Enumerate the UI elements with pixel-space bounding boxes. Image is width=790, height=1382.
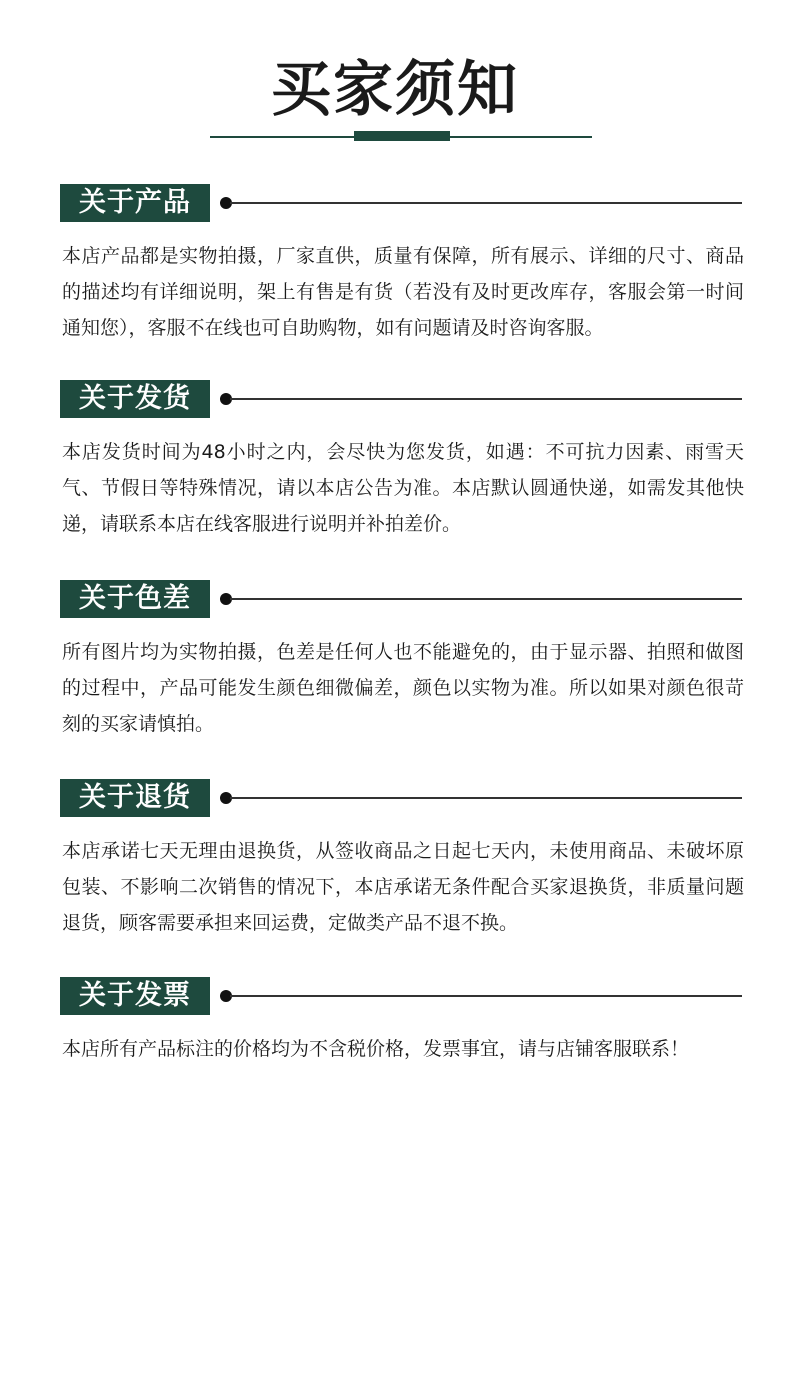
section-tag: 关于发票 — [60, 977, 210, 1015]
page-header — [0, 0, 790, 160]
title-accent-bar — [354, 131, 450, 141]
section-divider — [230, 202, 742, 204]
section-heading — [60, 380, 742, 418]
section-divider — [230, 995, 742, 997]
section-heading — [60, 977, 742, 1015]
section-tag: 关于退货 — [60, 779, 210, 817]
section-divider — [230, 598, 742, 600]
section-text: 所有图片均为实物拍摄，色差是任何人也不能避免的，由于显示器、拍照和做图的过程中，产品可能发生颜色细微偏差，颜色以实物为准。所以如果对颜色很苛刻的买家请慎拍。 — [62, 641, 744, 735]
section-heading — [60, 580, 742, 618]
section-text: 本店产品都是实物拍摄，厂家直供，质量有保障，所有展示、详细的尺寸、商品的描述均有详细说明，架上有售是有货（若没有及时更改库存，客服会第一时间通知您），客服不在线也可自助购物，如有问题请及时咨询客服。 — [62, 245, 744, 339]
section-divider — [230, 398, 742, 400]
section-tag: 关于色差 — [60, 580, 210, 618]
section-text: 本店发货时间为48小时之内，会尽快为您发货，如遇：不可抗力因素、雨雪天气、节假日等特殊情况，请以本店公告为准。本店默认圆通快递，如需发其他快递，请联系本店在线客服进行说明并补拍差价。 — [62, 441, 744, 535]
section-divider — [230, 797, 742, 799]
section-tag: 关于产品 — [60, 184, 210, 222]
page-title: 买家须知 — [271, 55, 519, 125]
section-heading — [60, 779, 742, 817]
section-text: 本店所有产品标注的价格均为不含税价格，发票事宜，请与店铺客服联系！ — [62, 1038, 690, 1060]
section-heading — [60, 184, 742, 222]
section-text: 本店承诺七天无理由退换货，从签收商品之日起七天内，未使用商品、未破坏原包装、不影响二次销售的情况下，本店承诺无条件配合买家退换货，非质量问题退货，顾客需要承担来回运费，定做类产品不退不换。 — [62, 840, 744, 934]
section-tag: 关于发货 — [60, 380, 210, 418]
